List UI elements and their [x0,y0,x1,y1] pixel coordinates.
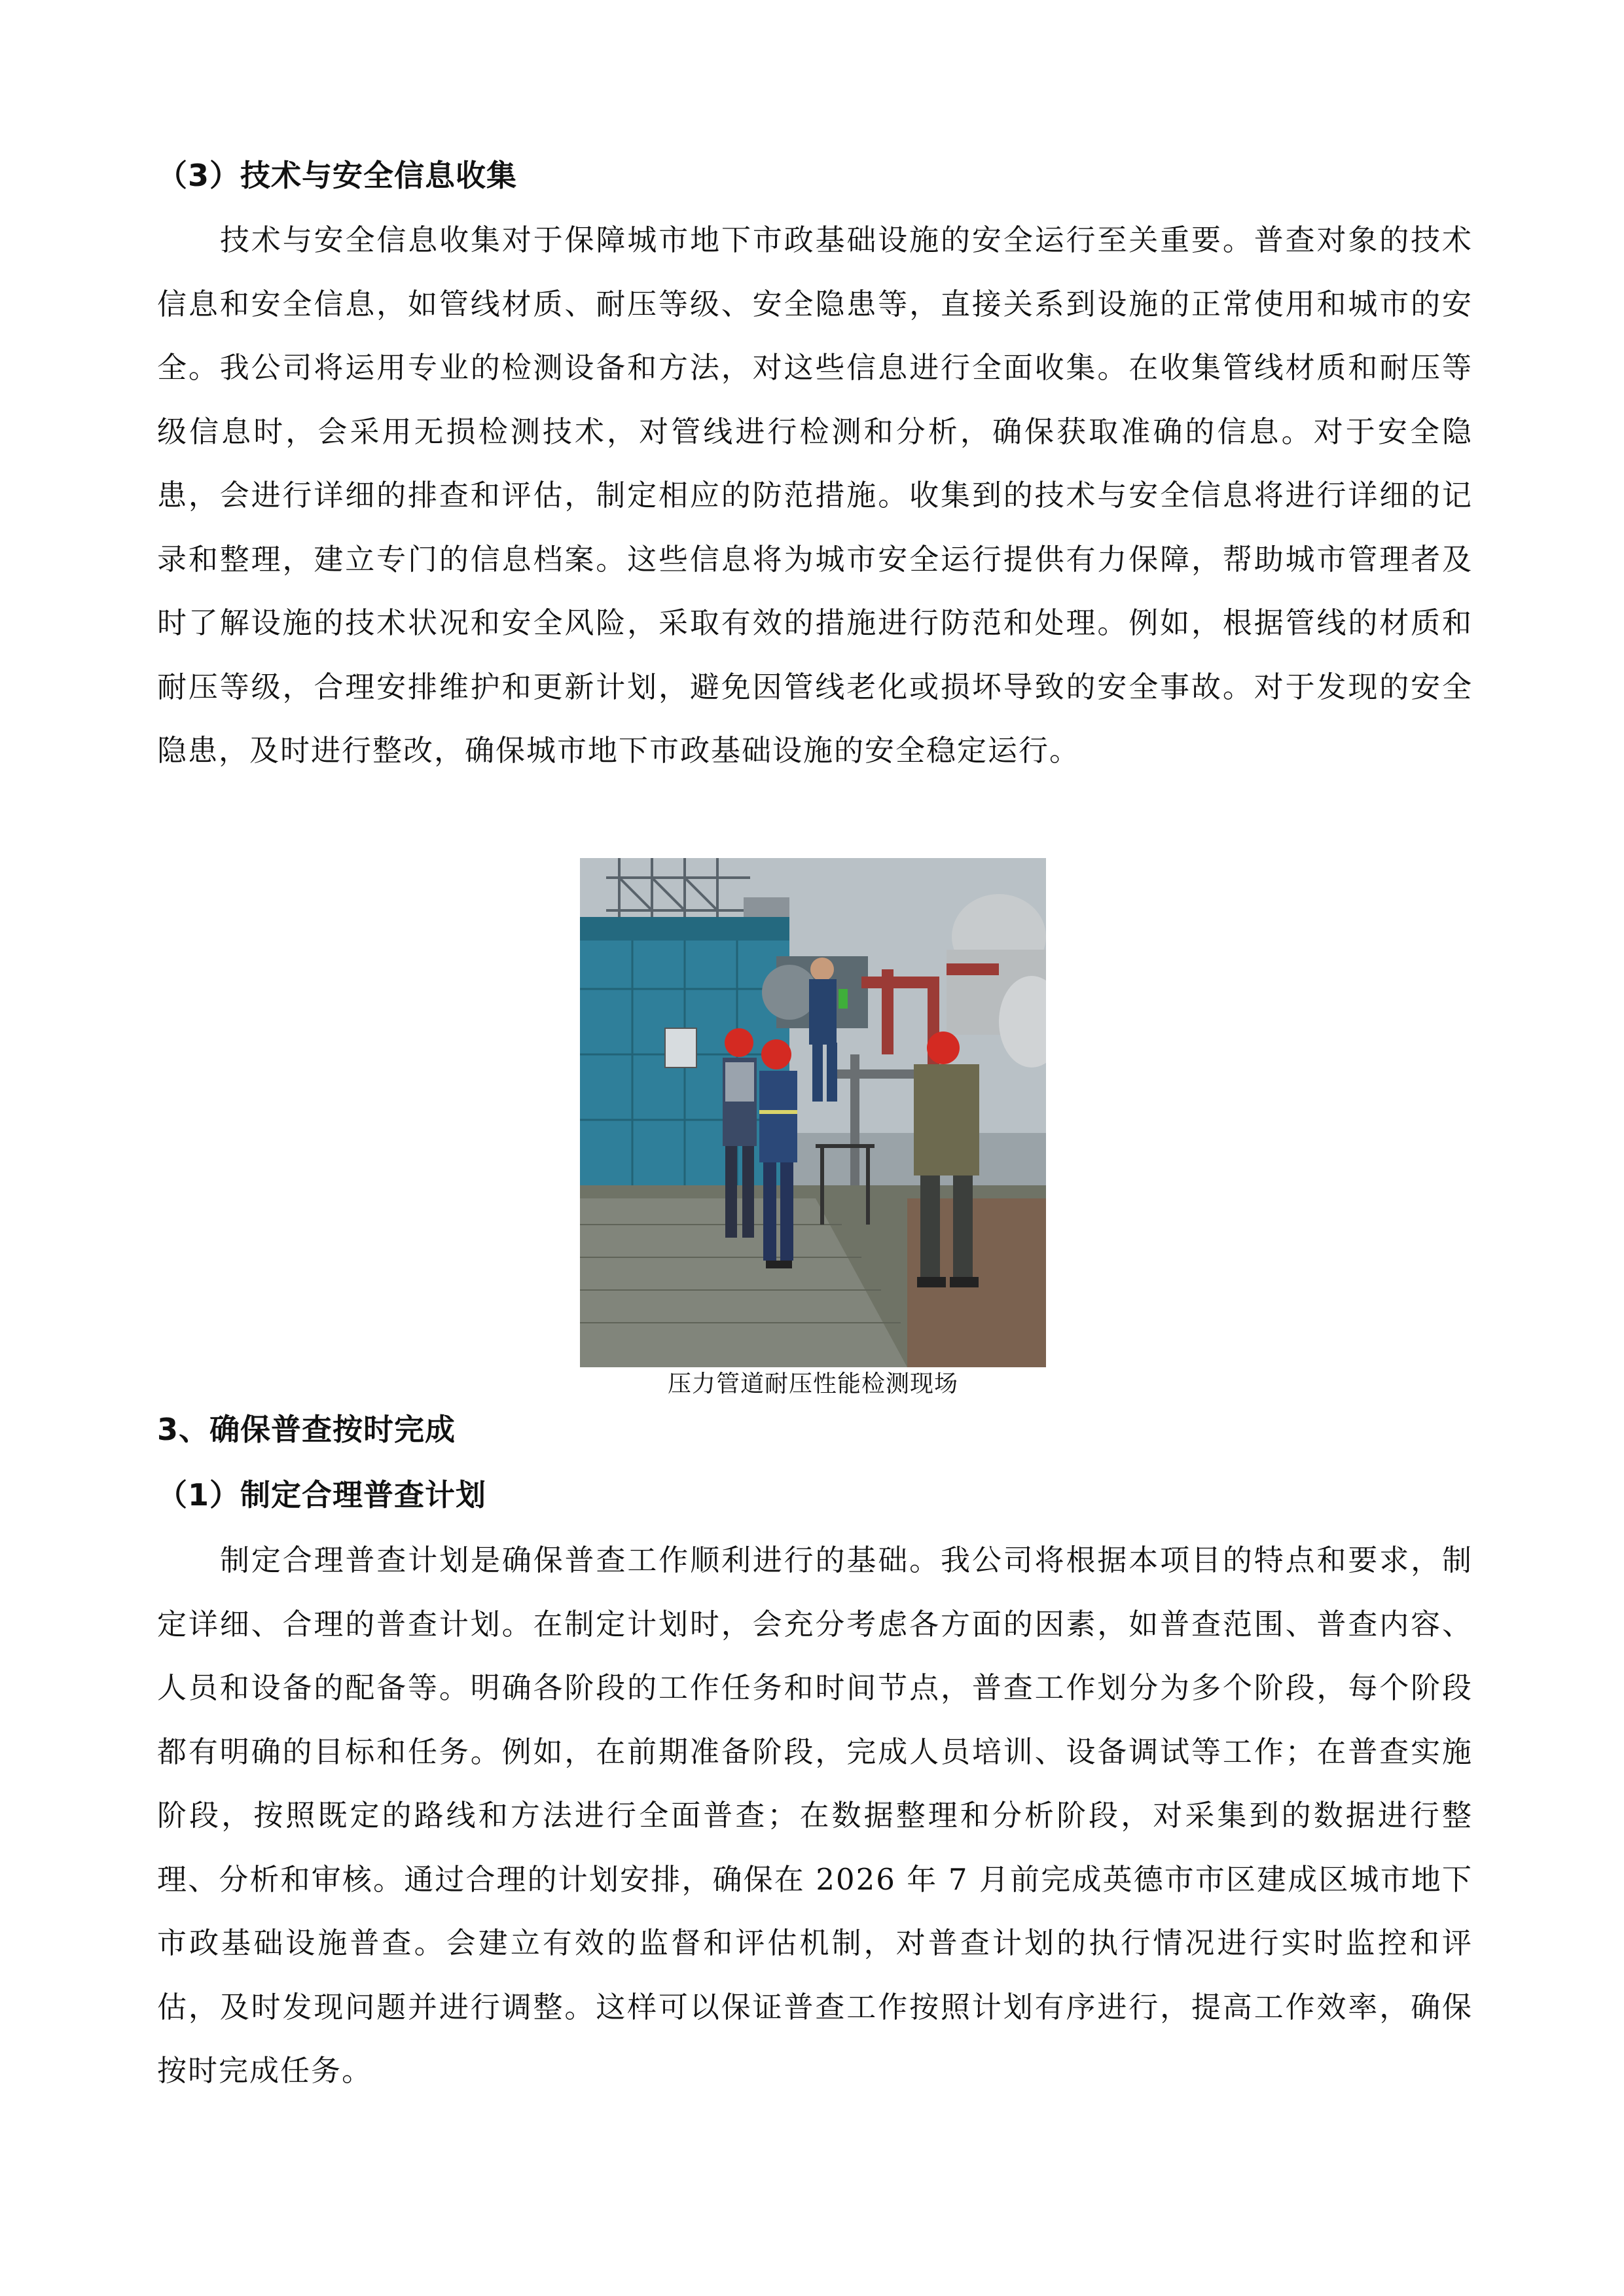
paragraph-tech-safety-info: 技术与安全信息收集对于保障城市地下市政基础设施的安全运行至关重要。普查对象的技术信息和安全信息，如管线材质、耐压等级、安全隐患等，直接关系到设施的正常使用和城市的安全。我公司将运用专业的检测设备和方法，对这些信息进行全面收集。在收集管线材质和耐压等级信息时，会采用无损检测技术，对管线进行检测和分析，确保获取准确的信息。对于安全隐患，会进行详细的排查和评估，制定相应的防范措施。收集到的技术与安全信息将进行详细的记录和整理，建立专门的信息档案。这些信息将为城市安全运行提供有力保障，帮助城市管理者及时了解设施的技术状况和安全风险，采取有效的措施进行防范和处理。例如，根据管线的材质和耐压等级，合理安排维护和更新计划，避免因管线老化或损坏导致的安全事故。对于发现的安全隐患，及时进行整改，确保城市地下市政基础设施的安全稳定运行。 [157,223,1473,768]
paragraph-make-plan: 制定合理普查计划是确保普查工作顺利进行的基础。我公司将根据本项目的特点和要求，制定详细、合理的普查计划。在制定计划时，会充分考虑各方面的因素，如普查范围、普查内容、人员和设备的配备等。明确各阶段的工作任务和时间节点，普查工作划分为多个阶段，每个阶段都有明确的目标和任务。例如，在前期准备阶段，完成人员培训、设备调试等工作；在普查实施阶段，按照既定的路线和方法进行全面普查；在数据整理和分析阶段，对采集到的数据进行整理、分析和审核。通过合理的计划安排，确保在 2026 年 7 月前完成英德市市区建成区城市地下市政基础设施普查。会建立有效的监督和评估机制，对普查计划的执行情况进行实时监控和评估，及时发现问题并进行调整。这样可以保证普查工作按照计划有序进行，提高工作效率，确保按时完成任务。 [157,1543,1473,2088]
section-heading-ensure-on-time: 3、确保普查按时完成 [157,1412,456,1447]
inspection-site-photo [580,858,1046,1367]
section-heading-make-plan: （1）制定合理普查计划 [157,1477,487,1513]
figure-caption: 压力管道耐压性能检测现场 [667,1371,958,1397]
section-heading-tech-safety-info: （3）技术与安全信息收集 [157,158,518,193]
